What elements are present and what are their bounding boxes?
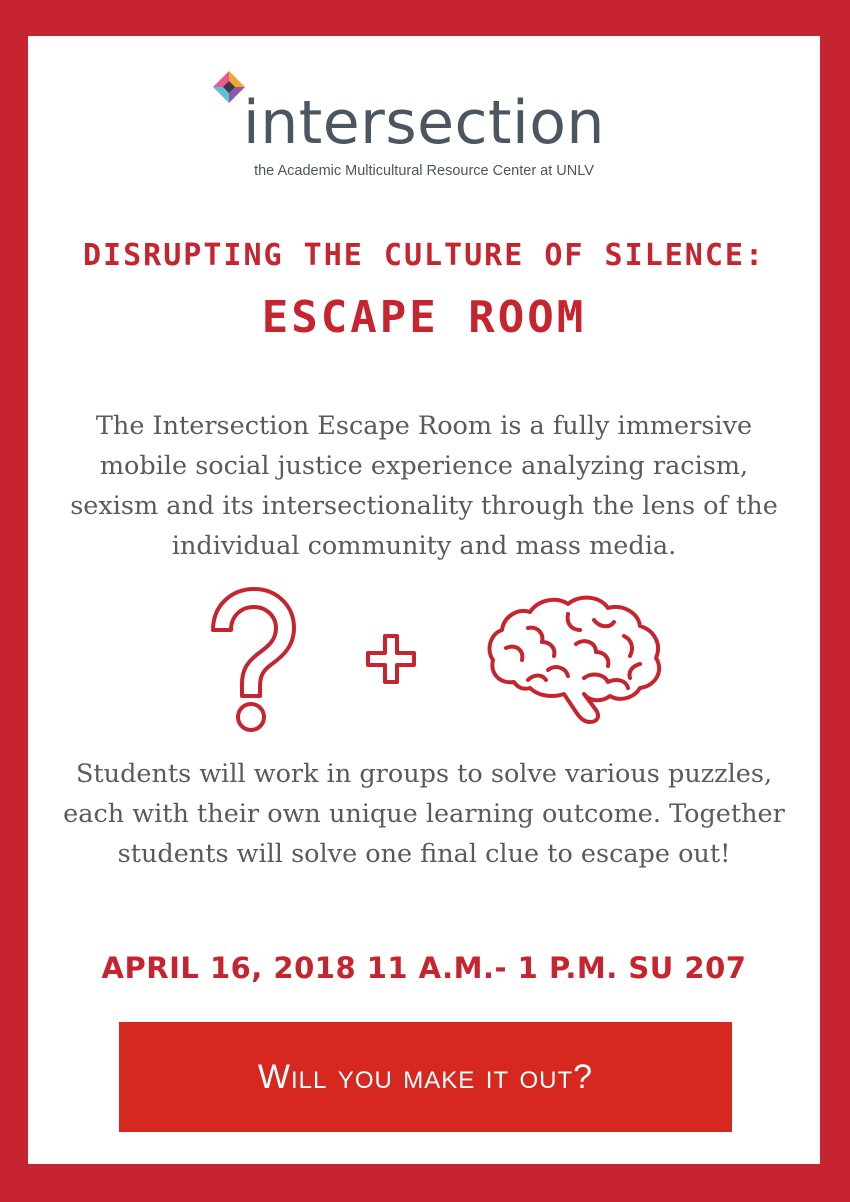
event-title: ESCAPE ROOM	[261, 292, 587, 343]
logo-wordmark: intersection	[243, 88, 605, 158]
question-mark-icon	[213, 589, 294, 730]
event-date-time-location: APRIL 16, 2018 11 A.M.- 1 P.M. SU 207	[101, 951, 747, 985]
plus-icon	[368, 636, 414, 682]
brain-icon	[490, 598, 660, 722]
icon-row	[28, 584, 820, 734]
will-you-make-it-out-button[interactable]: Will you make it out?	[119, 1022, 732, 1132]
details-paragraph: Students will work in groups to solve various puzzles, each with their own unique learning outcome. Together students will solve one final clue to escape out!	[63, 759, 785, 869]
logo-tagline: the Academic Multicultural Resource Center at UNLV	[254, 163, 594, 179]
flyer-page	[28, 36, 820, 1164]
description-paragraph: The Intersection Escape Room is a fully immersive mobile social justice experience analyzing racism, sexism and its intersectionality through the lens of the individual community and mass media.	[70, 411, 778, 561]
headline: DISRUPTING THE CULTURE OF SILENCE:	[82, 238, 766, 273]
